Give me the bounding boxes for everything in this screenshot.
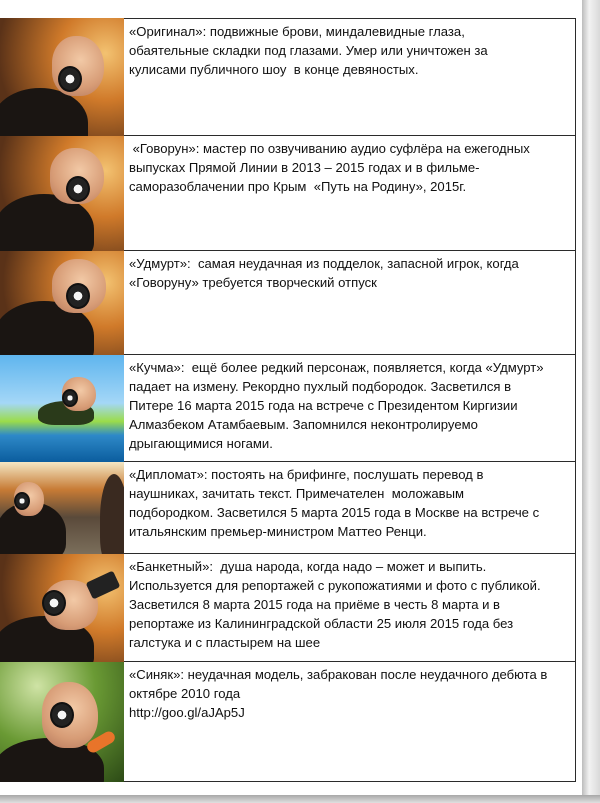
description-line: октябре 2010 года [129,686,241,701]
description-line: репортаже из Калининградской области 25 июля 2015 года без [129,616,514,631]
table-row [0,136,576,251]
description-line: Используется для репортажей с рукопожатиями и фото с публикой. [129,578,541,593]
page-edge-right [582,0,600,803]
description-line: «Говорун»: мастер по озвучиванию аудио суфлёра на ежегодных [129,141,530,156]
description-cell [124,662,576,782]
description-line: Питере 16 марта 2015 года на встрече с Президентом Киргизии [129,398,518,413]
description-line: итальянским премьер-министром Маттео Ренци. [129,524,427,539]
description-cell [124,554,576,662]
description-line: «Дипломат»: постоять на брифинге, послушать перевод в [129,467,484,482]
man-with-headphones-on-beach-photo [0,355,124,462]
description-line: наушниках, зачитать текст. Примечателен моложавым [129,486,465,501]
table-row [0,462,576,554]
description-line: дрыгающимися ногами. [129,436,273,451]
description-line: подбородком. Засветился 5 марта 2015 года в Москве на встрече с [129,505,540,520]
man-with-headphones-and-carrot-photo [0,662,124,782]
description-line: «Оригинал»: подвижные брови, миндалевидные глаза, [129,24,465,39]
description-line: выпусках Прямой Линии в 2013 – 2015 годах и в фильме- [129,160,480,175]
description-cell [124,355,576,462]
description-line: «Удмурт»: самая неудачная из подделок, запасной игрок, когда [129,256,519,271]
table-row [0,18,576,136]
description-line: галстука и с пластырем на шее [129,635,321,650]
description-line: Засветился 8 марта 2015 года на приёме в честь 8 марта и в [129,597,501,612]
man-with-headphones-photo [0,136,124,251]
description-line: «Синяк»: неудачная модель, забракован после неудачного дебюта в [129,667,548,682]
table-row [0,554,576,662]
description-line: кулисами публичного шоу в конце девяностых. [129,62,419,77]
table-row [0,662,576,782]
description-line: падает на измену. Рекордно пухлый подбородок. Засветился в [129,379,512,394]
man-with-headphones-and-phone-photo [0,554,124,662]
description-cell [124,136,576,251]
page-edge-bottom [0,795,600,803]
man-with-headphones-at-gas-station-photo [0,462,124,554]
description-cell [124,18,576,136]
source-link[interactable]: http://goo.gl/aJAp5J [129,705,245,720]
description-cell [124,462,576,554]
description-line: саморазоблачении про Крым «Путь на Родину», 2015г. [129,179,467,194]
description-line: «Банкетный»: душа народа, когда надо – может и выпить. [129,559,487,574]
description-line: обаятельные складки под глазами. Умер или уничтожен за [129,43,488,58]
man-with-headphones-photo [0,18,124,136]
description-line: Алмазбеком Атамбаевым. Запомнился неконтролируемо [129,417,478,432]
table-row [0,251,576,355]
description-cell [124,251,576,355]
table-row [0,355,576,462]
man-with-headphones-photo [0,251,124,355]
description-line: «Говоруну» требуется творческий отпуск [129,275,377,290]
description-line: «Кучма»: ещё более редкий персонаж, появляется, когда «Удмурт» [129,360,544,375]
